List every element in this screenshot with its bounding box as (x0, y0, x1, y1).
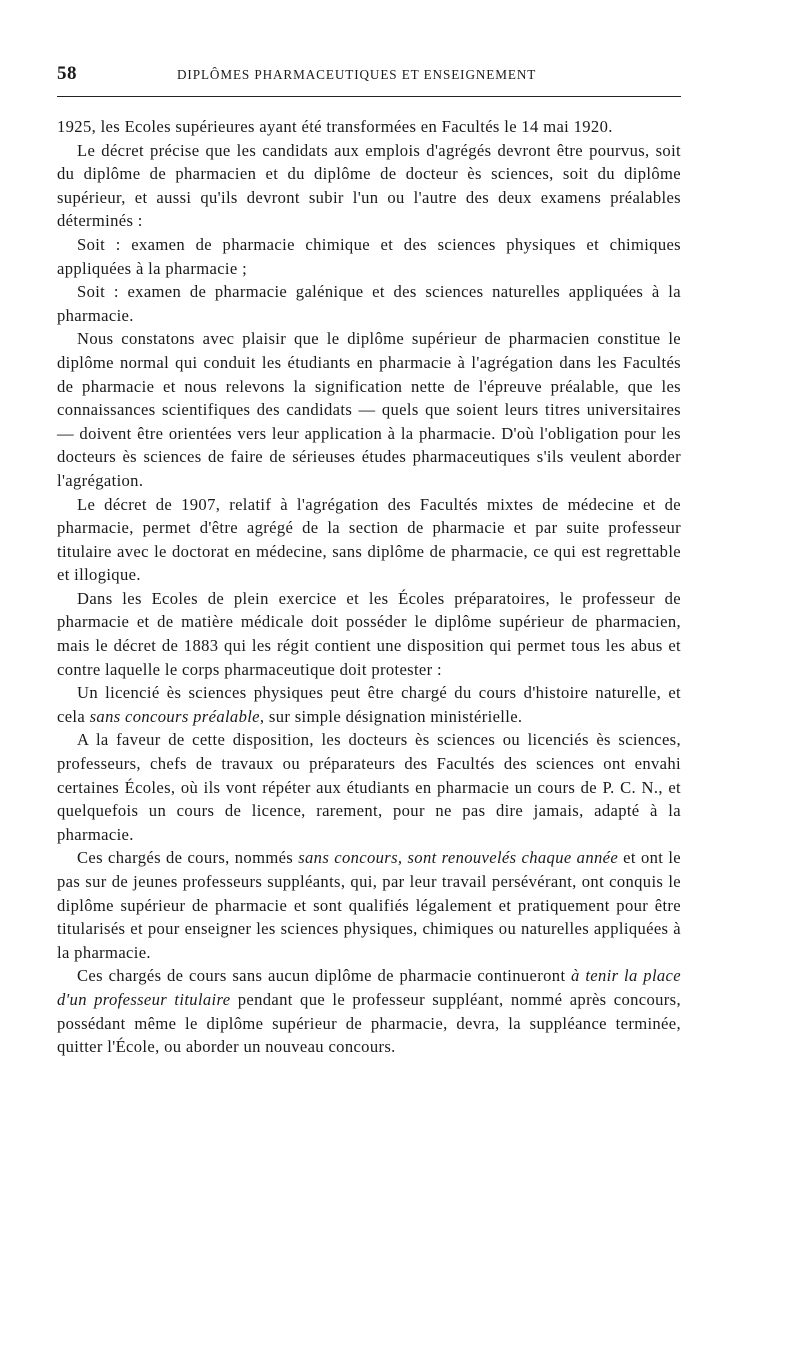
paragraph-italic: à tenir la place d'un professeur titulaire (57, 966, 681, 1009)
paragraph-text: Un licencié ès sciences physiques peut être chargé du cours d'histoire naturelle, et cela (57, 683, 681, 726)
paragraph: Nous constatons avec plaisir que le diplôme supérieur de pharmacien constitue le diplôme normal qui conduit les étudiants en pharmacie à l'agrégation dans les Facultés de pharmacie et nous relevons la signification nette de l'épreuve préalable, que les connaissances scientifiques des candidats — quels que soient leurs titres universitaires — doivent être orientées vers leur application à la pharmacie. D'où l'obligation pour les docteurs ès sciences de faire de sérieuses études pharmaceutiques s'ils veulent aborder l'agrégation. (57, 329, 681, 490)
paragraph-text: Ces chargés de cours sans aucun diplôme de pharmacie continueront (77, 966, 572, 986)
paragraph-text: et ont le pas sur de jeunes professeurs suppléants, qui, par leur travail persévérant, ont conquis le diplôme supérieur de pharmacie et sont qualifiés légalement et pratiquement pour être titularisés et pour enseigner les sciences physiques, chimiques ou naturelles appliquées à la pharmacie. (57, 848, 681, 962)
paragraph: Soit : examen de pharmacie chimique et des sciences physiques et chimiques appliquées à la pharmacie ; (57, 234, 681, 278)
paragraph: A la faveur de cette disposition, les docteurs ès sciences ou licenciés ès sciences, professeurs, chefs de travaux ou préparateurs des Facultés des sciences ont envahi certaines Écoles, où ils vont répéter aux étudiants en pharmacie un cours de P. C. N., et quelquefois un cours de licence, rarement, pour ne pas dire jamais, adapté à la pharmacie. (57, 730, 681, 844)
paragraph (57, 846, 681, 964)
paragraph-text: Ces chargés de cours, nommés (77, 848, 299, 868)
paragraph-italic: sans concours préalable (89, 706, 260, 726)
paragraph: Soit : examen de pharmacie galénique et des sciences naturelles appliquées à la pharmacie. (57, 282, 681, 325)
page-number: 58 (57, 63, 77, 84)
paragraph: Dans les Ecoles de plein exercice et les Écoles préparatoires, le professeur de pharmacie et de matière médicale doit posséder le diplôme supérieur de pharmacien, mais le décret de 1883 qui les régit contient une disposition qui permet tous les abus et contre laquelle le corps pharmaceutique doit protester : (57, 588, 681, 679)
paragraph-text: pendant que le professeur suppléant, nommé après concours, possédant même le diplôme supérieur de pharmacie, devra, la suppléance terminée, quitter l'École, ou aborder un nouveau concours. (57, 989, 681, 1057)
paragraph-text: , sur simple désignation ministérielle. (259, 706, 523, 726)
paragraph-italic: sans concours, sont renouvelés chaque année (298, 848, 619, 868)
paragraph (57, 681, 681, 728)
paragraph: Le décret de 1907, relatif à l'agrégation des Facultés mixtes de médecine et de pharmacie, permet d'être agrégé de la section de pharmacie et par suite professeur titulaire avec le doctorat en médecine, sans diplôme de pharmacie, ce qui est regrettable et illogique. (57, 494, 681, 585)
paragraph: Le décret précise que les candidats aux emplois d'agrégés devront être pourvus, soit du diplôme de pharmacien et du diplôme de docteur ès sciences, soit du diplôme supérieur, et aussi qu'ils devront subir l'un ou l'autre des deux examens préalables déterminés : (57, 140, 681, 231)
body-text (57, 115, 681, 1059)
paragraph: 1925, les Ecoles supérieures ayant été transformées en Facultés le 14 mai 1920. (57, 117, 613, 136)
page-header (57, 58, 681, 97)
paragraph (57, 964, 681, 1058)
running-title: DIPLÔMES PHARMACEUTIQUES ET ENSEIGNEMENT (177, 67, 537, 82)
book-page (57, 58, 681, 1059)
